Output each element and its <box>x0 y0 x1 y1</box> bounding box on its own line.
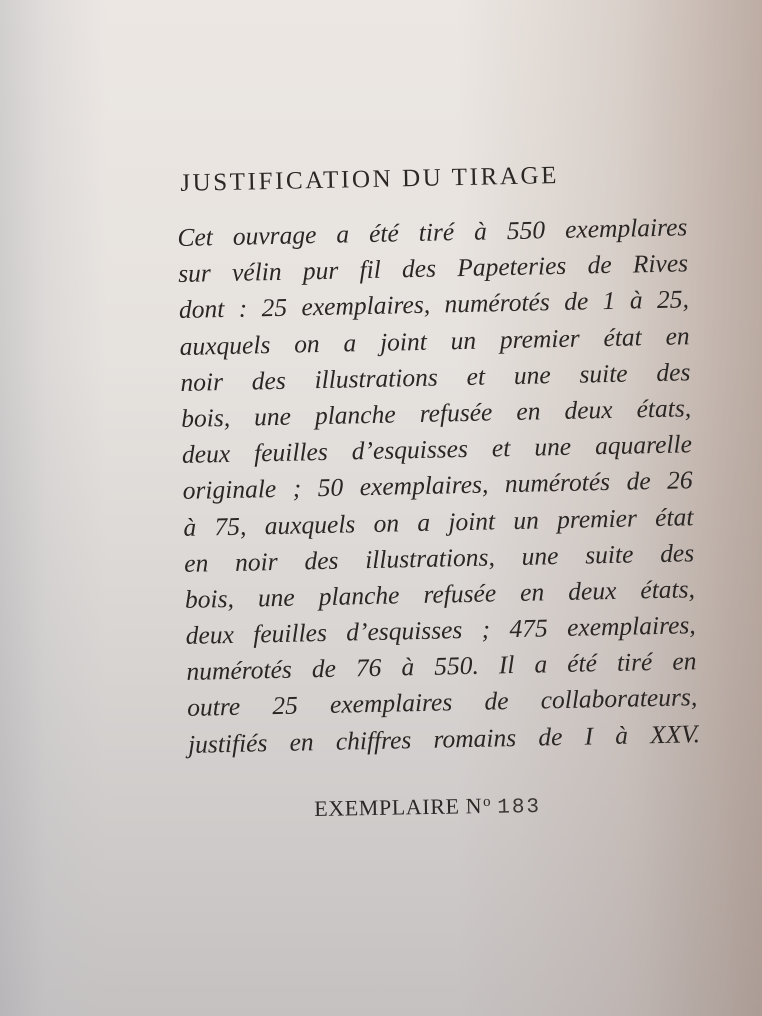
colophon-text-block <box>176 159 708 763</box>
colophon-line: Cet ouvrage a été tiré à 550 exemplaires <box>177 212 688 252</box>
colophon-line: outre 25 exemplaires de collaborateurs, <box>186 682 698 723</box>
colophon-line: deux feuilles d’esquisses et une aquarelle <box>181 429 693 470</box>
copy-number-superscript: o <box>482 793 492 811</box>
colophon-heading: JUSTIFICATION DU TIRAGE <box>179 161 560 197</box>
colophon-line: à 75, auxquels on a joint un premier état <box>183 501 694 542</box>
colophon-line: en noir des illustrations, une suite des <box>183 537 695 578</box>
copy-number-label: EXEMPLAIRE N <box>314 793 483 821</box>
colophon-line: justifiés en chiffres romains de I à XXV. <box>187 718 701 759</box>
colophon-line: bois, une planche refusée en deux états, <box>180 393 692 433</box>
copy-number-value: 183 <box>497 796 542 820</box>
colophon-line: sur vélin pur fil des Papeteries de Rives <box>177 248 689 289</box>
colophon-line: originale ; 50 exemplaires, numérotés de 26 <box>182 465 693 506</box>
copy-number-line <box>314 792 541 823</box>
colophon-line: numérotés de 76 à 550. Il a été tiré en <box>186 646 697 687</box>
colophon-line: auxquels on a joint un premier état en <box>179 320 690 361</box>
colophon-line: bois, une planche refusée en deux états, <box>184 574 696 614</box>
colophon-line: dont : 25 exemplaires, numérotés de 1 à 25, <box>178 284 690 325</box>
colophon-line: deux feuilles d’esquisses ; 475 exemplaires, <box>185 610 696 650</box>
colophon-line: noir des illustrations et une suite des <box>180 357 691 397</box>
